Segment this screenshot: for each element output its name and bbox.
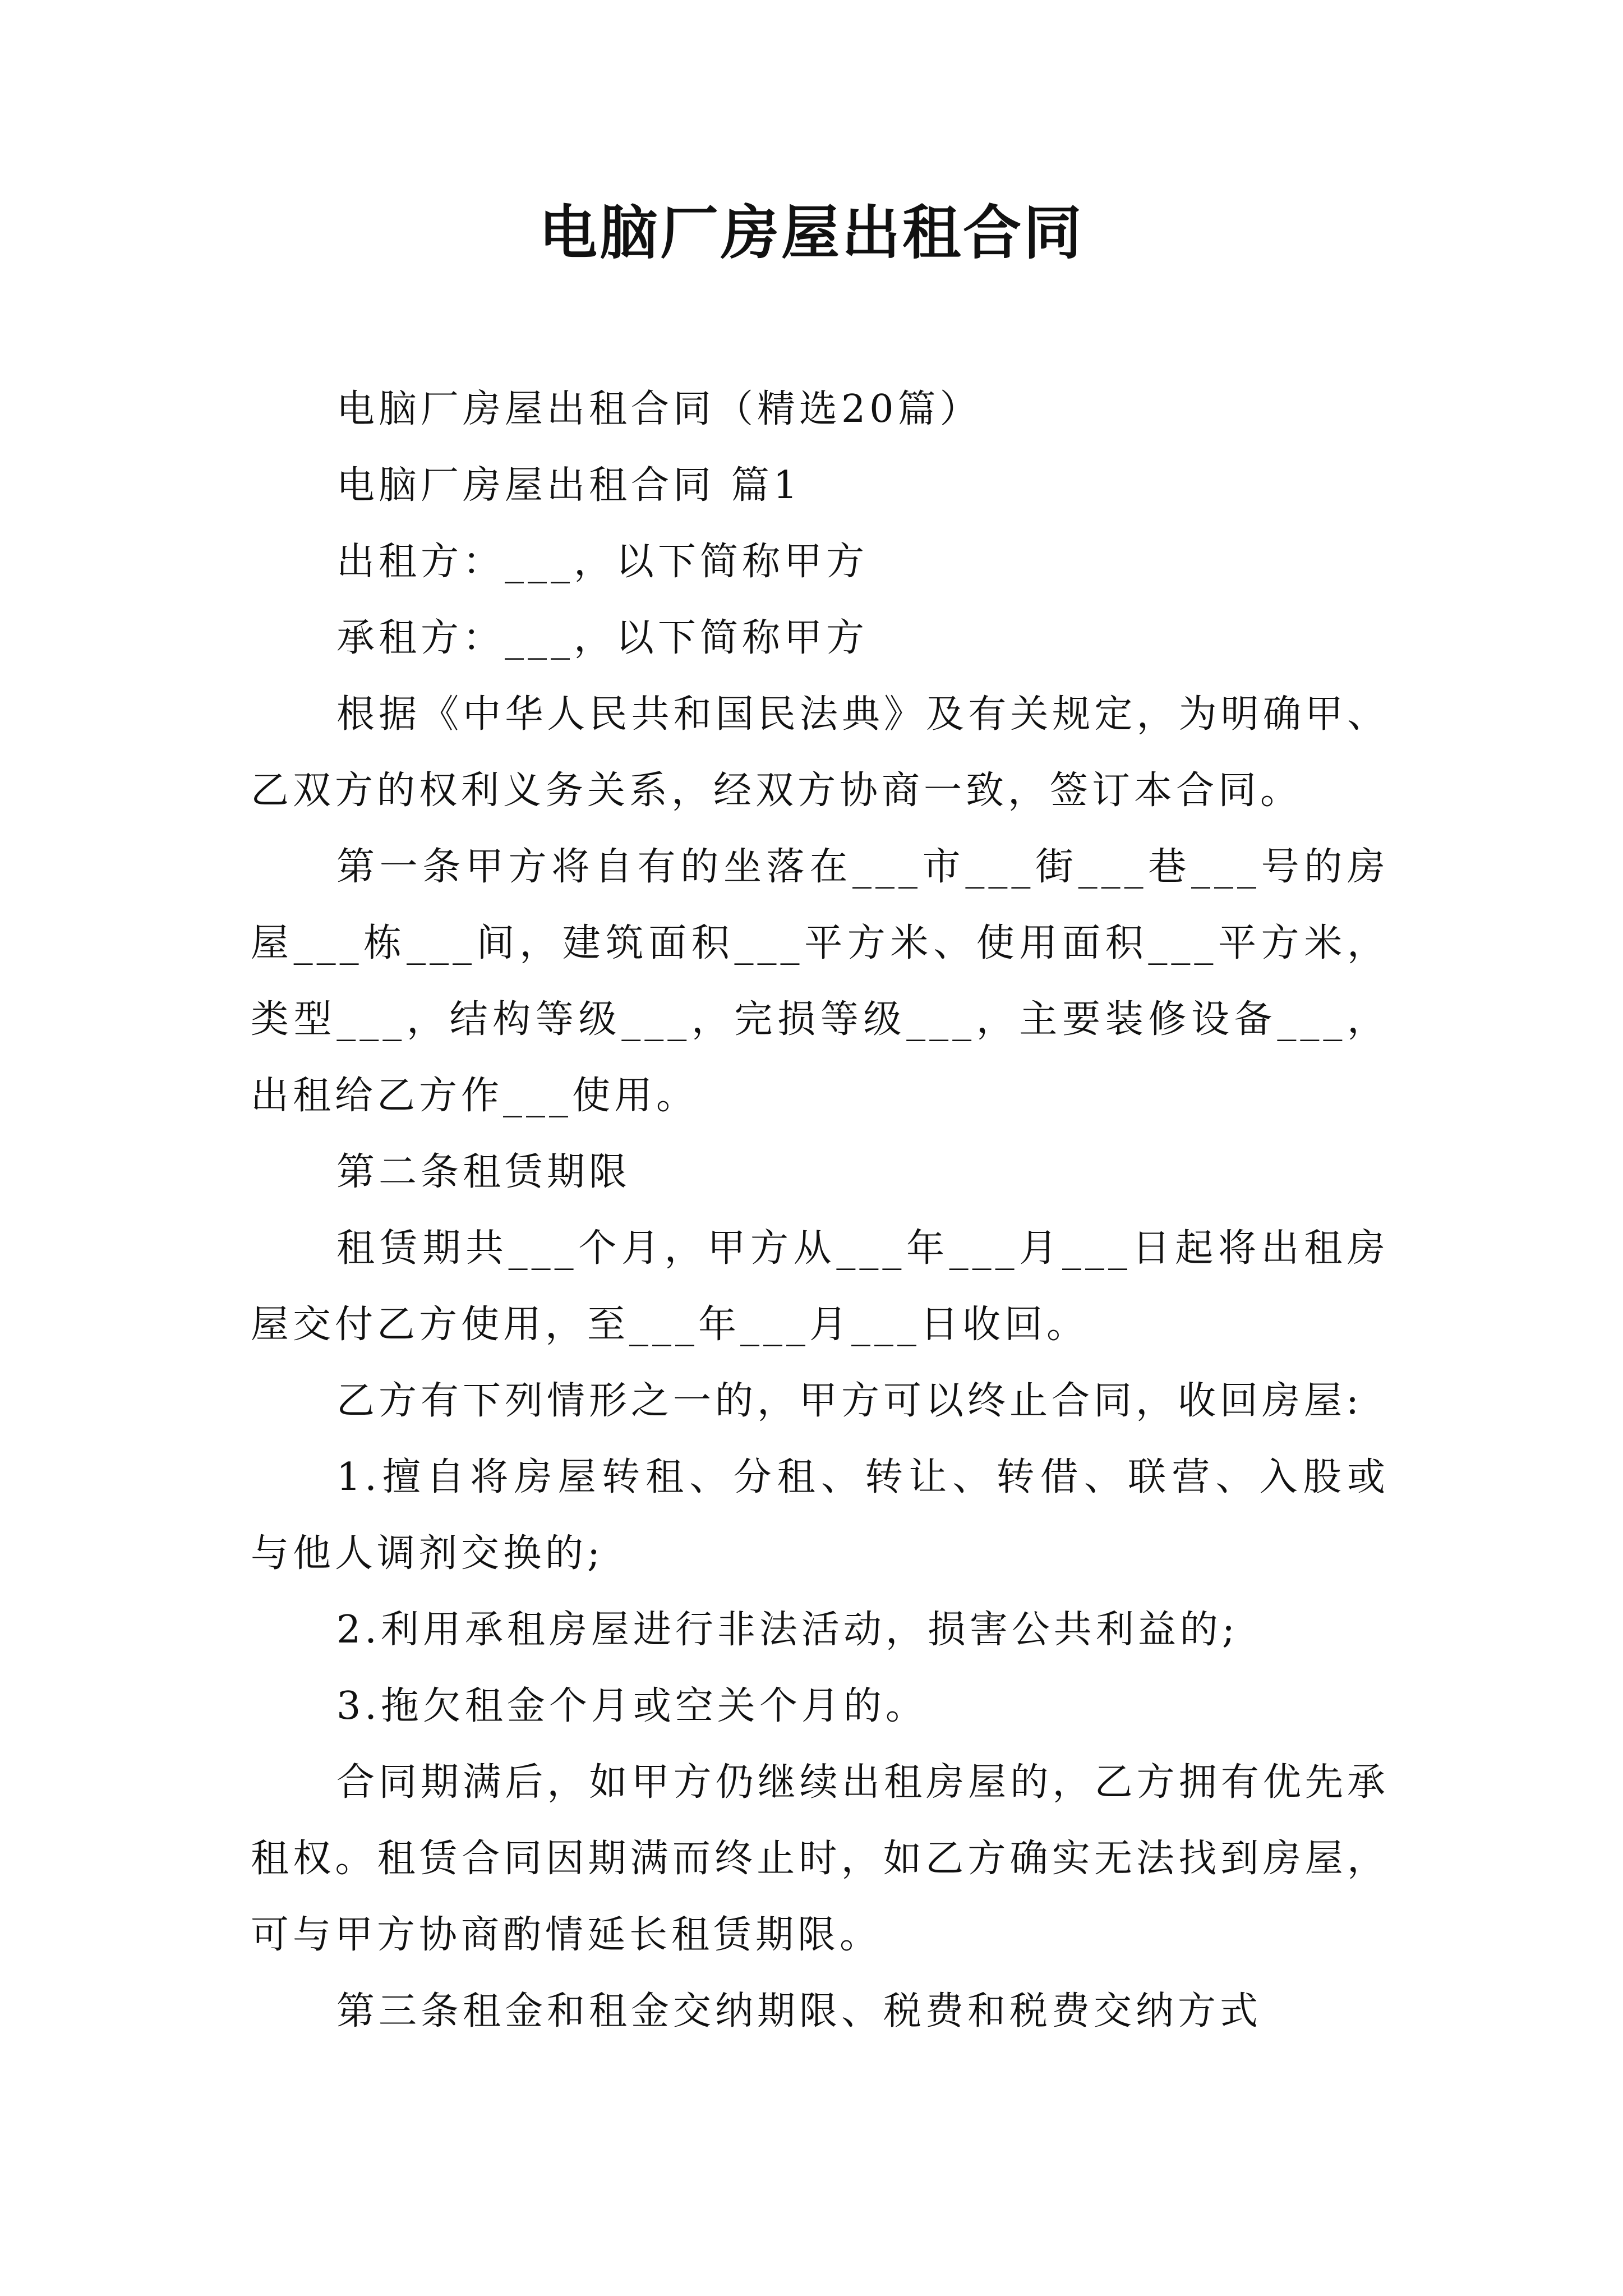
paragraph-article-2-heading: 第二条租赁期限: [336, 1150, 631, 1194]
document-title: 电脑厂房屋出租合同: [538, 198, 1084, 267]
paragraph-article-1: 第一条甲方将自有的坐落在___市___街___巷___号的房屋___栋___间，建筑面积___平方米、使用面积___平方米，类型___，结构等级___，完损等级___，主要装修设备___，出租给乙方作___使用。: [251, 845, 1389, 1118]
paragraph-preamble: 根据《中华人民共和国民法典》及有关规定，为明确甲、乙双方的权利义务关系，经双方协商一致，签订本合同。: [251, 692, 1389, 813]
paragraph-article-3-heading: 第三条租金和租金交纳期限、税费和税费交纳方式: [336, 1989, 1262, 2033]
paragraph-subtitle: 电脑厂房屋出租合同（精选20篇）: [336, 387, 982, 431]
paragraph-condition-1: 1.擅自将房屋转租、分租、转让、转借、联营、入股或与他人调剂交换的;: [251, 1455, 1389, 1576]
paragraph-condition-3: 3.拖欠租金个月或空关个月的。: [336, 1684, 928, 1728]
paragraph-renewal: 合同期满后，如甲方仍继续出租房屋的，乙方拥有优先承租权。租赁合同因期满而终止时，如乙方确实无法找到房屋，可与甲方协商酌情延长租赁期限。: [251, 1760, 1389, 1957]
paragraph-lessor: 出租方：___，以下简称甲方: [336, 540, 869, 584]
paragraph-termination-conditions: 乙方有下列情形之一的，甲方可以终止合同，收回房屋:: [336, 1379, 1363, 1423]
paragraph-lease-term: 租赁期共___个月，甲方从___年___月___日起将出租房屋交付乙方使用，至___年___月___日收回。: [251, 1226, 1389, 1347]
paragraph-lessee: 承租方：___，以下简称甲方: [336, 616, 869, 660]
paragraph-section-heading: 电脑厂房屋出租合同 篇1: [336, 463, 801, 508]
paragraph-condition-2: 2.利用承租房屋进行非法活动，损害公共利益的;: [336, 1608, 1239, 1652]
document-body: [251, 371, 1389, 2050]
